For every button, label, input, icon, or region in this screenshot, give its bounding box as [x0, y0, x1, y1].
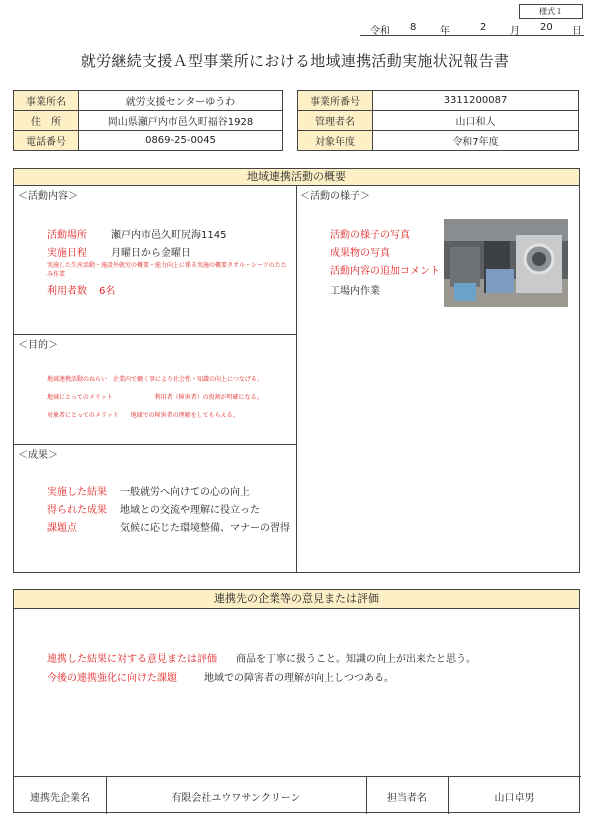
phone-label: 電話番号 [14, 131, 79, 151]
date-era: 令和 [370, 26, 390, 37]
overview-heading: 地域連携活動の概要 [14, 169, 579, 186]
activity-overview-section [13, 168, 580, 573]
results-label: ＜成果＞ [18, 450, 58, 461]
manager-value: 山口和人 [373, 111, 579, 131]
contact-person-value: 山口卓男 [494, 793, 535, 804]
overview-divider [296, 186, 297, 572]
contact-person-label: 担当者名 [387, 793, 427, 804]
feedback-q2-label: 今後の連携強化に向けた課題 [47, 673, 177, 684]
report-date [360, 22, 584, 36]
target-year-label: 対象年度 [298, 131, 373, 151]
users-label: 利用者数 [47, 286, 87, 297]
date-month: 2 [480, 22, 487, 33]
date-year-unit: 年 [440, 26, 450, 37]
scene-label: ＜活動の様子＞ [300, 191, 370, 202]
schedule-value: 月曜日から金曜日 [111, 248, 191, 259]
results-divider [14, 444, 297, 445]
purpose-label: ＜目的＞ [18, 340, 58, 351]
partner-company-label: 連携先企業名 [30, 793, 90, 804]
feedback-q1-value: 商品を丁寧に扱うこと。知識の向上が出来たと思う。 [236, 654, 476, 665]
partner-feedback-section [13, 589, 580, 813]
footer-divider [14, 776, 581, 777]
office-info-table [297, 90, 579, 151]
form-number-badge: 様式１ [519, 4, 583, 19]
purpose-line-2: 地域にとってのメリット 利用者（障害者）の役割が明確になる。 [47, 394, 263, 401]
scene-item-comment: 活動内容の追加コメント [330, 266, 440, 277]
result-1-label: 実施した結果 [47, 487, 107, 498]
result-2-label: 得られた成果 [47, 505, 107, 516]
document-title: 就労継続支援Ａ型事業所における地域連携活動実施状況報告書 [80, 52, 510, 70]
users-value: 6名 [99, 286, 116, 297]
scene-item-product: 成果物の写真 [330, 248, 390, 259]
partner-company-value: 有限会社ユウワサンクリーン [171, 793, 301, 804]
schedule-label: 実施日程 [47, 248, 87, 259]
phone-value: 0869-25-0045 [79, 131, 283, 151]
date-day-unit: 日 [572, 26, 582, 37]
place-label: 活動場所 [47, 230, 87, 241]
result-1-value: 一般就労へ向けての心の向上 [120, 487, 250, 498]
facility-name-label: 事業所名 [14, 91, 79, 111]
feedback-q1-label: 連携した結果に対する意見または評価 [47, 654, 217, 665]
facility-info-table [13, 90, 283, 151]
result-3-value: 気候に応じた環境整備、マナーの習得 [120, 523, 290, 534]
address-label: 住 所 [14, 111, 79, 131]
address-value: 岡山県瀬戸内市邑久町福谷1928 [79, 111, 283, 131]
purpose-line-1: 地域連携活動のねらい 企業内で働く事により社会性・知識の向上につなげる。 [47, 376, 263, 383]
content-label: ＜活動内容＞ [18, 191, 78, 202]
feedback-heading: 連携先の企業等の意見または評価 [14, 590, 579, 609]
result-2-value: 地域との交流や理解に役立った [120, 505, 260, 516]
facility-name-value: 就労支援センターゆうわ [79, 91, 283, 111]
feedback-q2-value: 地域での障害者の理解が向上しつつある。 [204, 673, 394, 684]
date-day: 20 [540, 22, 553, 33]
result-3-label: 課題点 [47, 523, 77, 534]
date-year: 8 [410, 22, 417, 33]
place-value: 瀬戸内市邑久町尻海1145 [111, 230, 227, 241]
purpose-line-3: 対象者にとってのメリット 地域での障害者の理解をしてもらえる。 [47, 412, 239, 419]
work-note: 実施した生産活動・施設外就労の概要・能力向上に係る実施の概要タオル・シーツのたたみ作業 [47, 262, 287, 278]
target-year-value: 令和7年度 [373, 131, 579, 151]
date-month-unit: 月 [510, 26, 520, 37]
scene-comment: 工場内作業 [330, 286, 380, 297]
activity-photo [444, 219, 568, 307]
purpose-divider [14, 334, 297, 335]
office-number-value: 3311200087 [373, 91, 579, 111]
office-number-label: 事業所番号 [298, 91, 373, 111]
scene-item-photo: 活動の様子の写真 [330, 230, 410, 241]
manager-label: 管理者名 [298, 111, 373, 131]
laundry-machine-photo-icon [444, 219, 568, 307]
